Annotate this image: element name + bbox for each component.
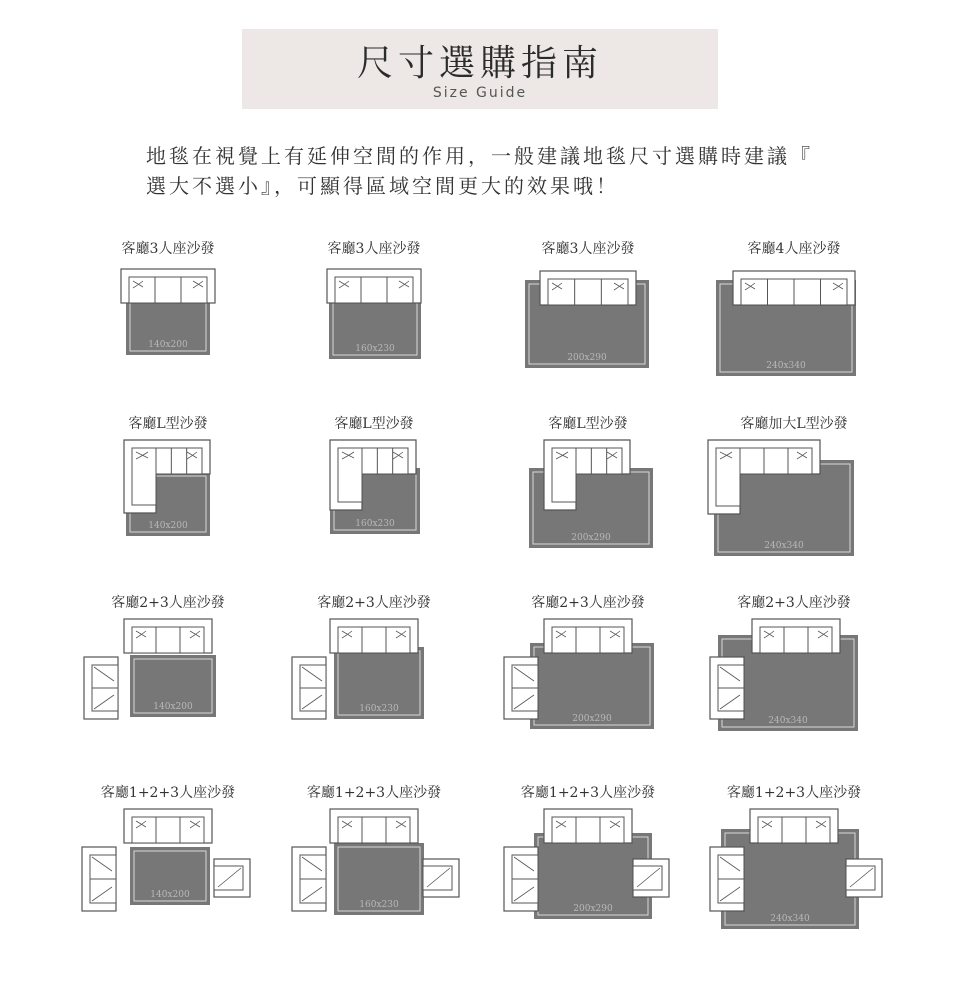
layout-diagram — [58, 438, 278, 618]
rug-size-label: 160x230 — [355, 344, 395, 354]
rug-size-label: 240x340 — [764, 541, 804, 551]
diagram-content — [292, 809, 459, 915]
diagram-label: 客廳1+2+3人座沙發 — [100, 785, 236, 801]
layout-diagram — [684, 807, 904, 987]
diagram-label: 客廳L型沙發 — [548, 416, 628, 432]
diagram-content — [504, 619, 654, 729]
sofa-seat-area — [552, 627, 624, 653]
diagram-content — [525, 271, 649, 368]
diagram-label: 客廳2+3人座沙發 — [317, 595, 431, 611]
rug-size-label: 200x290 — [572, 714, 612, 724]
diagram-content — [710, 619, 858, 731]
armchair — [423, 859, 459, 897]
diagram-content — [504, 809, 669, 919]
rug-size-label: 240x340 — [766, 361, 806, 371]
rug-size-label: 240x340 — [770, 914, 810, 924]
sofa-seat-area — [335, 277, 413, 303]
armchair — [846, 859, 882, 897]
layout-diagram — [264, 807, 484, 987]
diagram-content — [82, 809, 250, 911]
diagram-content — [708, 440, 854, 556]
two-seat-sofa — [292, 847, 326, 911]
three-seat-sofa — [544, 809, 632, 843]
sofa-seat-area — [760, 627, 832, 653]
two-seat-sofa — [84, 657, 118, 719]
rug-size-label: 240x340 — [768, 716, 808, 726]
three-seat-sofa — [327, 269, 421, 303]
diagram-content — [529, 440, 653, 548]
three-seat-sofa — [330, 809, 418, 843]
diagram-label: 客廳L型沙發 — [334, 416, 414, 432]
rug-size-label: 140x200 — [148, 340, 188, 350]
three-seat-sofa — [124, 619, 212, 653]
intro-line-1: 地毯在視覺上有延伸空間的作用，一般建議地毯尺寸選購時建議『 — [146, 144, 813, 168]
rug-size-label: 160x230 — [359, 704, 399, 714]
rug — [130, 655, 216, 717]
diagram-label: 客廳4人座沙發 — [747, 241, 841, 257]
layout-diagram — [264, 617, 484, 797]
rug — [530, 643, 654, 729]
armchair — [214, 859, 250, 897]
two-seat-sofa — [504, 657, 538, 719]
diagram-content — [292, 619, 424, 719]
two-seat-sofa — [504, 847, 538, 911]
three-seat-sofa — [330, 619, 418, 653]
layout-diagram — [478, 807, 698, 987]
diagram-content — [710, 809, 882, 929]
diagram-content — [121, 269, 215, 355]
two-seat-sofa — [710, 847, 744, 911]
diagram-content — [330, 440, 420, 534]
three-seat-sofa — [752, 619, 840, 653]
page-subtitle: Size Guide — [432, 85, 528, 101]
intro-line-2: 選大不選小』，可顯得區域空間更大的效果哦！ — [146, 174, 619, 198]
layout-diagram — [58, 617, 278, 797]
sofa-seat-area — [132, 817, 204, 843]
diagram-label: 客廳1+2+3人座沙發 — [306, 785, 442, 801]
intro-text — [146, 141, 866, 201]
diagram-content — [84, 619, 216, 719]
sofa-seat-area — [129, 277, 207, 303]
layout-diagram — [684, 617, 904, 797]
two-seat-sofa — [82, 847, 116, 911]
diagram-content — [716, 271, 856, 376]
page-title: 尺寸選購指南 — [356, 43, 603, 84]
diagram-label: 客廳L型沙發 — [128, 416, 208, 432]
rug — [334, 647, 424, 719]
sofa-seat-area — [132, 627, 204, 653]
layout-diagram — [684, 438, 904, 618]
rug-size-label: 140x200 — [153, 702, 193, 712]
three-seat-sofa — [121, 269, 215, 303]
diagram-label: 客廳2+3人座沙發 — [737, 595, 851, 611]
diagram-label: 客廳3人座沙發 — [541, 241, 635, 257]
title-banner — [242, 29, 718, 109]
three-seat-sofa — [733, 271, 855, 305]
layout-diagram — [478, 438, 698, 618]
rug — [334, 843, 424, 915]
rug-size-label: 140x200 — [148, 521, 188, 531]
sofa-seat-area — [552, 817, 624, 843]
sofa-seat-area — [338, 627, 410, 653]
two-seat-sofa — [710, 657, 744, 719]
sofa-seat-area — [548, 279, 628, 305]
rug-size-label: 200x290 — [571, 533, 611, 543]
diagram-content — [327, 269, 421, 359]
diagram-label: 客廳3人座沙發 — [121, 241, 215, 257]
two-seat-sofa — [292, 657, 326, 719]
rug-size-label: 200x290 — [567, 353, 607, 363]
layout-diagram — [58, 807, 278, 987]
diagram-label: 客廳加大L型沙發 — [740, 416, 848, 432]
rug-size-label: 140x200 — [150, 890, 190, 900]
three-seat-sofa — [124, 809, 212, 843]
three-seat-sofa — [540, 271, 636, 305]
sofa-seat-area — [338, 817, 410, 843]
three-seat-sofa — [544, 619, 632, 653]
rug-size-label: 160x230 — [359, 900, 399, 910]
diagram-label: 客廳2+3人座沙發 — [531, 595, 645, 611]
diagram-label: 客廳3人座沙發 — [327, 241, 421, 257]
rug-size-label: 200x290 — [573, 904, 613, 914]
diagram-label: 客廳2+3人座沙發 — [111, 595, 225, 611]
rug — [130, 847, 210, 905]
layout-diagram — [478, 617, 698, 797]
rug-size-label: 160x230 — [355, 519, 395, 529]
sofa-seat-area — [758, 817, 830, 843]
diagram-label: 客廳1+2+3人座沙發 — [520, 785, 656, 801]
armchair — [633, 859, 669, 897]
three-seat-sofa — [750, 809, 838, 843]
layout-diagram — [264, 438, 484, 618]
diagram-label: 客廳1+2+3人座沙發 — [726, 785, 862, 801]
diagram-content — [124, 440, 210, 536]
